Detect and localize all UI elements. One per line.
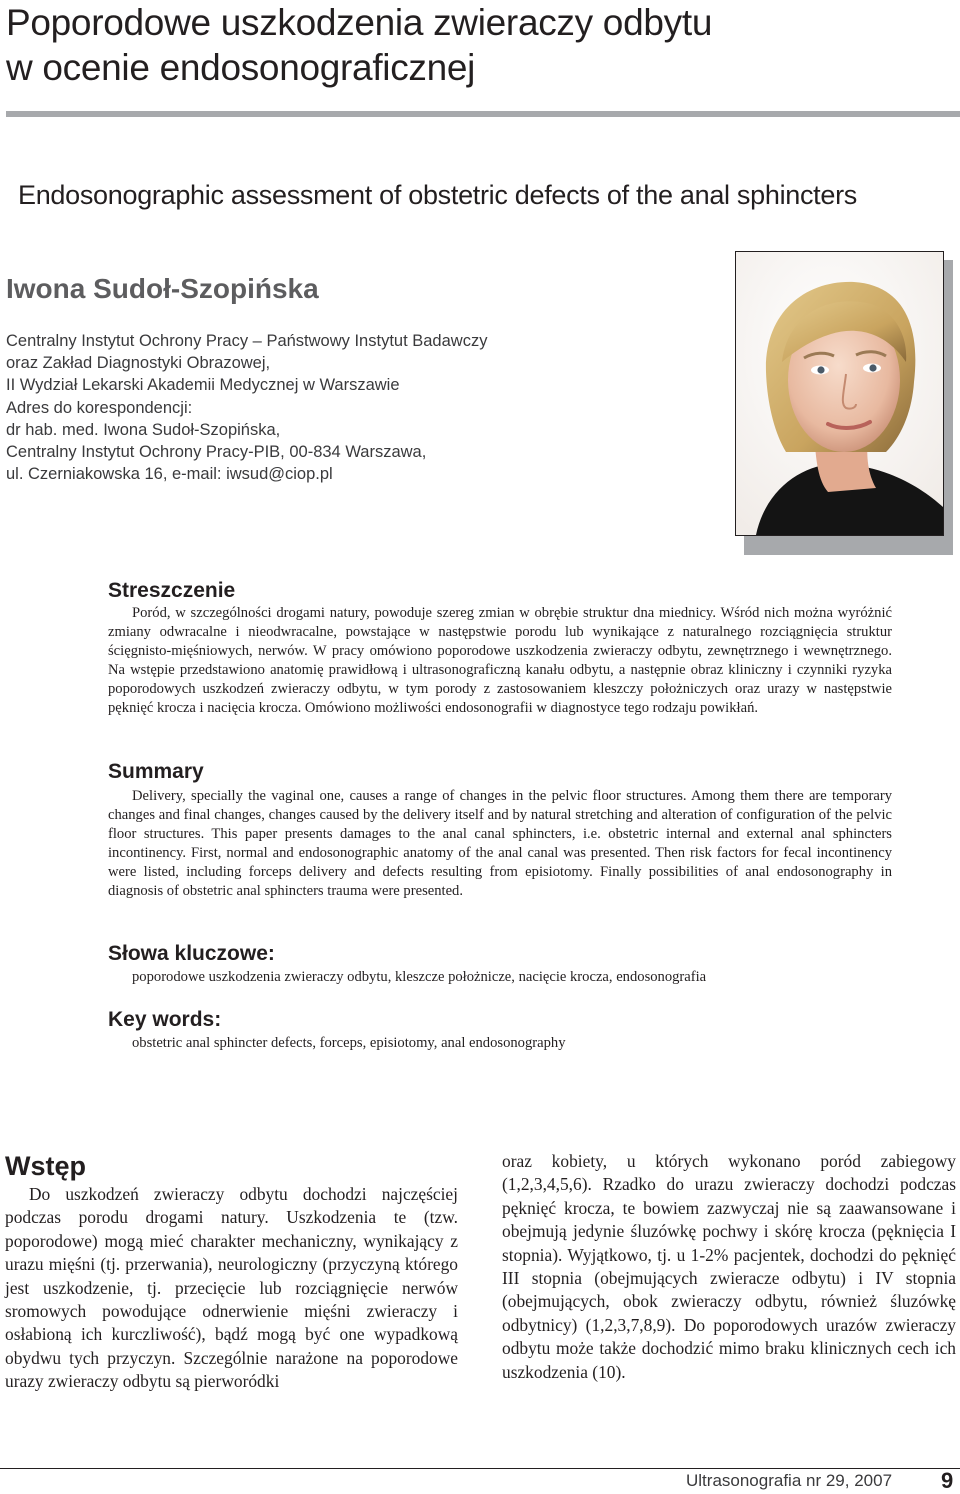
correspondence-label: Adres do korespondencji: xyxy=(6,398,193,417)
intro-left-column: Do uszkodzeń zwieraczy odbytu dochodzi najczęściej podczas porodu drogami natury. Uszkodzenia te (tzw. poporodowe) mogą mieć charakter mechaniczny, wynikający z urazu mięśni (tj. przerwania), neurologiczny (przyczyną którego jest uszkodzenie, tj. przecięcie lub rozciągnięcie nerwów sromowych powodujące odnerwienie mięśni zwieraczy i osłabioną ich kurczliwość), bądź mogą być one wypadkową obydwu tych przyczyn. Szczególnie narażone na poporodowe urazy zwieraczy odbytu są pierworódki xyxy=(5,1184,458,1392)
page-number: 9 xyxy=(941,1468,954,1493)
english-title: Endosonographic assessment of obstetric defects of the anal sphincters xyxy=(18,180,857,210)
article-title xyxy=(6,0,906,90)
affiliation-line: oraz Zakład Diagnostyki Obrazowej, xyxy=(6,354,271,373)
keywords-en-text: obstetric anal sphincter defects, forceps, episiotomy, anal endosonography xyxy=(132,1035,566,1051)
affiliation-line: Centralny Instytut Ochrony Pracy-PIB, 00-834 Warszawa, xyxy=(6,443,427,462)
author-portrait-image xyxy=(736,252,943,535)
keywords-pl-text: poporodowe uszkodzenia zwieraczy odbytu, kleszcze położnicze, nacięcie krocza, endosonografia xyxy=(132,969,707,985)
intro-heading: Wstęp xyxy=(5,1151,86,1181)
affiliation-line: dr hab. med. Iwona Sudoł-Szopińska, xyxy=(6,420,281,439)
abstract-en-text: Delivery, specially the vaginal one, causes a range of changes in the pelvic floor structures. Among them there are temporary changes and final changes, changes caused by the delivery itself and by natural stretching and alteration of configuration of the pelvic floor structures. This paper presents damages to the anal canal sphincters, i.e. obstetric internal and external anal sphincters incontinency. First, normal and endosonographic anatomy of the anal canal was presented. Then risk factors for fecal incontinency were listed, including forceps delivery and defects resulting from episiotomy. Finally possibilities of anal endosonography in diagnosis of obstetric anal sphincters trauma were presented. xyxy=(108,788,892,899)
keywords-en-heading: Key words: xyxy=(108,1008,222,1031)
abstract-en-heading: Summary xyxy=(108,760,204,783)
title-line-2: w ocenie endosonograficznej xyxy=(6,47,476,88)
author-affiliation xyxy=(6,330,566,485)
affiliation-line: Centralny Instytut Ochrony Pracy – Państwowy Instytut Badawczy xyxy=(6,332,488,350)
abstract-pl-text: Poród, w szczególności drogami natury, powoduje szereg zmian w obrębie struktur dna miednicy. Wśród nich można wyróżnić zmiany odwracalne i nieodwracalne, powstające w następstwie porodu lub wynikające z naturalnego rozciągnięcia struktur ścięgnisto-mięśniowych, nerwów. W pracy omówiono poporodowe uszkodzenia zwieraczy odbytu, zewnętrznego i wewnętrznego. Na wstępie przedstawiono anatomię prawidłową i ultrasonograficzną kanału odbytu, a następnie obraz kliniczny i czynniki ryzyka poporodowych uszkodzeń zwieraczy odbytu, w tym porody z zastosowaniem kleszczy położniczych oraz urazy w następstwie pęknięć krocza i nacięcia krocza. Omówiono możliwości endosonografii w diagnostyce tego rodzaju powikłań. xyxy=(108,605,892,716)
affiliation-line: II Wydział Lekarski Akademii Medycznej w Warszawie xyxy=(6,376,400,395)
intro-right-column: oraz kobiety, u których wykonano poród zabiegowy (1,2,3,4,5,6). Rzadko do urazu zwieraczy dochodzi podczas pęknięć krocza, te bowiem zazwyczaj nie są zaawansowane i obejmują jedynie śluzówkę pochwy i skórę krocza (pęknięcia I stopnia). Wyjątkowo, tj. u 1-2% pacjentek, dochodzi do pęknięć III stopnia (obejmujących zwieracze odbytu) i IV stopnia (obejmujących, obok zwieraczy odbytu, również śluzówkę odbytnicy) (1,2,3,7,8,9). Do poporodowych urazów zwieraczy odbytu może także dochodzić mimo braku klinicznych cech ich uszkodzenia (10). xyxy=(502,1151,956,1382)
affiliation-line: ul. Czerniakowska 16, e-mail: iwsud@ciop.pl xyxy=(6,465,333,484)
author-name: Iwona Sudoł-Szopińska xyxy=(6,273,319,304)
title-divider xyxy=(6,111,960,117)
keywords-pl-heading: Słowa kluczowe: xyxy=(108,942,275,965)
author-photo xyxy=(735,251,944,536)
title-line-1: Poporodowe uszkodzenia zwieraczy odbytu xyxy=(6,2,713,43)
abstract-pl-heading: Streszczenie xyxy=(108,579,236,602)
footer-journal: Ultrasonografia nr 29, 2007 xyxy=(686,1471,893,1490)
footer-divider xyxy=(0,1468,960,1469)
